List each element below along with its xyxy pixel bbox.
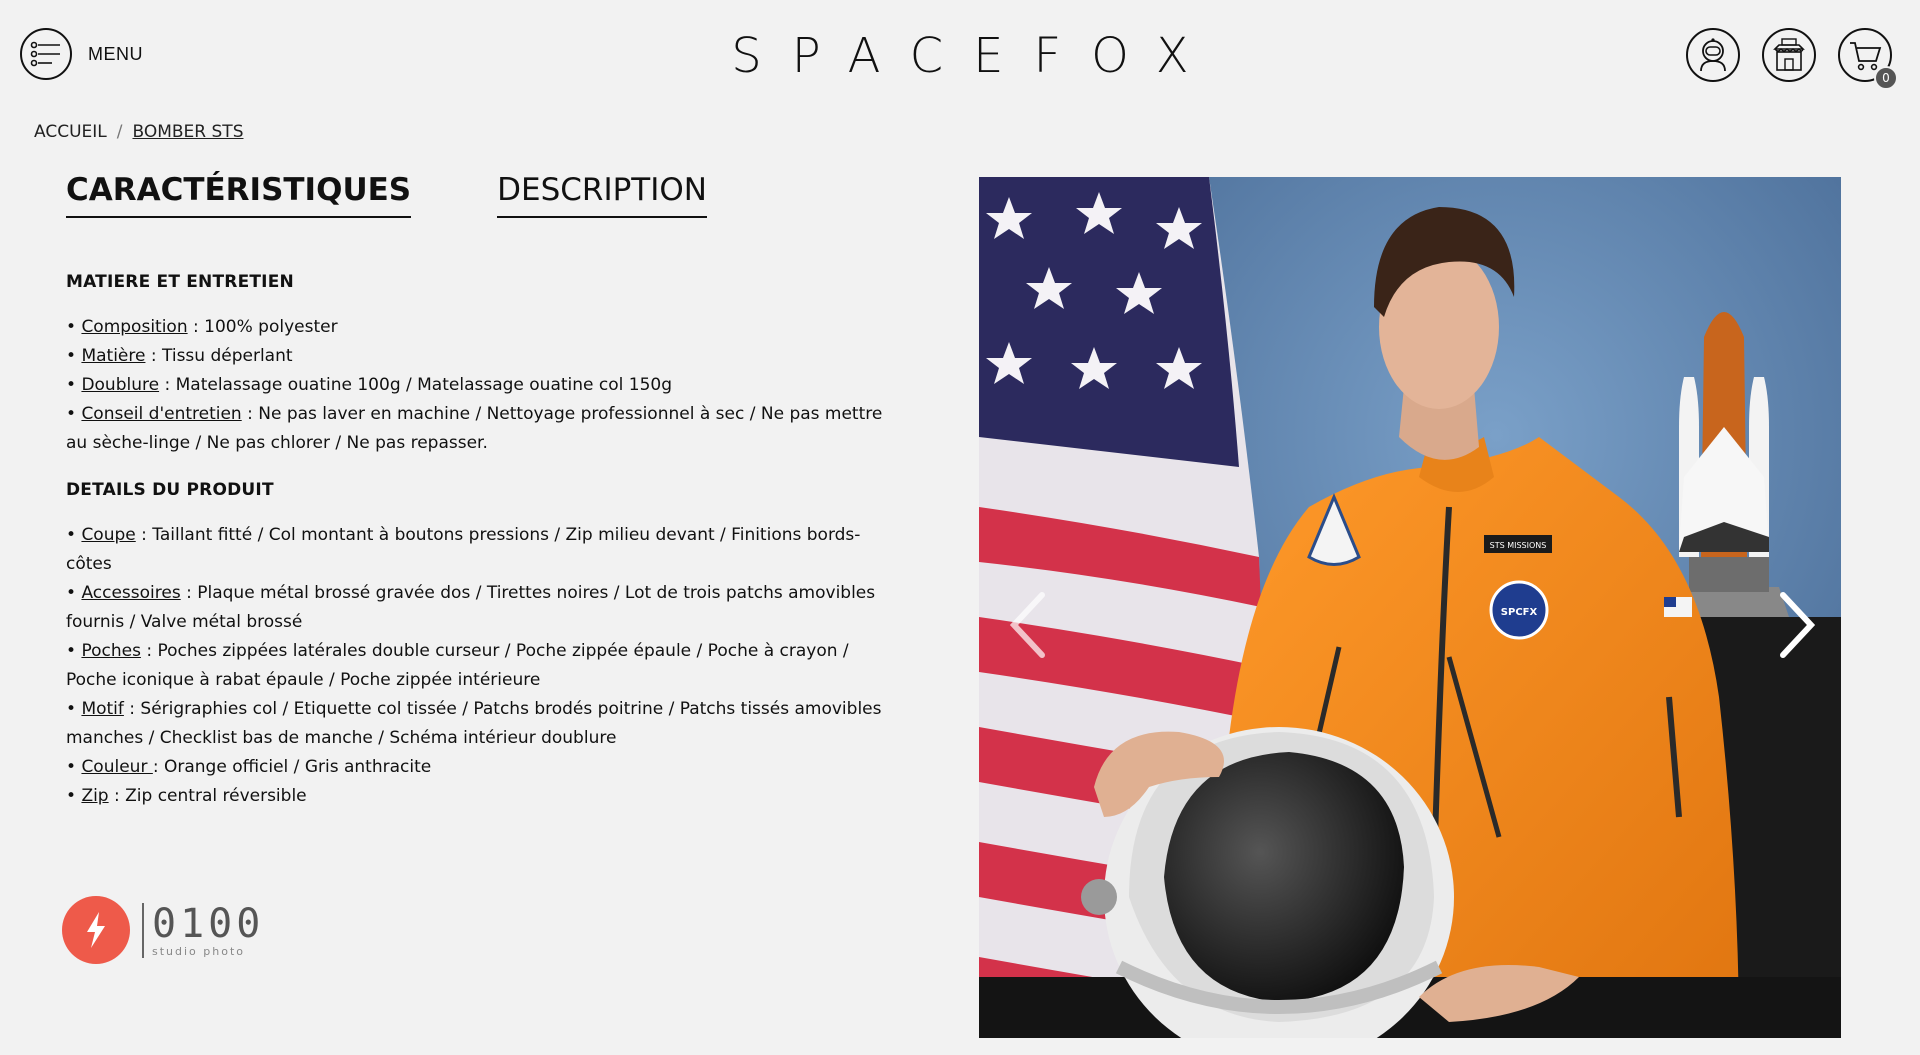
list-item: • Accessoires : Plaque métal brossé gravée dos / Tirettes noires / Lot de trois patchs amovibles fournis / Valve métal brossé — [66, 583, 876, 632]
shop-button[interactable] — [1762, 28, 1816, 82]
tab-description[interactable]: DESCRIPTION — [497, 172, 707, 218]
product-photo — [979, 177, 1841, 1038]
list-item: • Conseil d'entretien : Ne pas laver en machine / Nettoyage professionnel à sec / Ne pas mettre au sèche-linge / Ne pas chlorer / Ne pas repasser. — [66, 404, 883, 453]
studio-text — [142, 900, 265, 958]
breadcrumb-current[interactable]: BOMBER STS — [132, 122, 244, 142]
chevron-right-icon — [1765, 585, 1825, 665]
item-value: : Ne pas laver en machine / Nettoyage professionnel à sec / Ne pas mettre au sèche-linge / Ne pas chlorer / Ne pas repasser. — [66, 404, 883, 453]
item-value: : Sérigraphies col / Etiquette col tissée / Patchs brodés poitrine / Patchs tissés amovibles manches / Checklist bas de manche / Schéma intérieur doublure — [66, 699, 882, 748]
breadcrumb-home[interactable]: ACCUEIL — [34, 122, 107, 142]
carousel-prev-button[interactable] — [1000, 585, 1060, 665]
chevron-left-icon — [1000, 585, 1060, 665]
lightning-icon — [62, 896, 130, 964]
item-value: : Matelassage ouatine 100g / Matelassage ouatine col 150g — [159, 375, 673, 395]
photo-patch-label: STS MISSIONS — [1489, 541, 1547, 550]
tab-content — [66, 268, 886, 811]
item-value: : Poches zippées latérales double curseur / Poche zippée épaule / Poche à crayon / Poche iconique à rabat épaule / Poche zippée intérieure — [66, 641, 849, 690]
section-material-care — [66, 268, 886, 458]
list-item: • Zip : Zip central réversible — [66, 786, 307, 806]
item-key[interactable]: Poches — [81, 641, 141, 661]
shop-icon — [1771, 37, 1807, 73]
section-title: MATIERE ET ENTRETIEN — [66, 272, 294, 292]
cart-count-badge: 0 — [1874, 66, 1898, 90]
list-item: • Matière : Tissu déperlant — [66, 346, 293, 366]
photo-patch-logo: SPCFX — [1500, 607, 1538, 618]
studio-number: 0100 — [152, 900, 265, 947]
list-item: • Poches : Poches zippées latérales double curseur / Poche zippée épaule / Poche à crayon / Poche iconique à rabat épaule / Poche zippée intérieure — [66, 641, 849, 690]
breadcrumb — [34, 122, 243, 142]
item-value: : 100% polyester — [187, 317, 338, 337]
header — [0, 0, 1920, 110]
section-title: DETAILS DU PRODUIT — [66, 480, 274, 500]
item-value: : Orange officiel / Gris anthracite — [152, 757, 432, 777]
item-key[interactable]: Zip — [81, 786, 109, 806]
list-item: • Composition : 100% polyester — [66, 317, 338, 337]
item-key[interactable]: Doublure — [81, 375, 160, 395]
tab-characteristics[interactable]: CARACTÉRISTIQUES — [66, 172, 411, 218]
item-value: : Zip central réversible — [108, 786, 307, 806]
item-value: : Plaque métal brossé gravée dos / Tirettes noires / Lot de trois patchs amovibles fournis / Valve métal brossé — [66, 583, 876, 632]
item-key[interactable]: Accessoires — [81, 583, 181, 603]
site-logo[interactable]: SPACEFOX — [731, 28, 1219, 84]
cart-button[interactable] — [1838, 28, 1892, 85]
studio-logo — [62, 896, 264, 964]
item-key[interactable]: Couleur — [81, 757, 153, 777]
item-key[interactable]: Matière — [81, 346, 146, 366]
item-key[interactable]: Motif — [81, 699, 124, 719]
section-product-details — [66, 476, 886, 811]
item-key[interactable]: Conseil d'entretien — [81, 404, 242, 424]
product-tabs — [66, 172, 707, 218]
menu-label: MENU — [88, 43, 143, 64]
list-item: • Motif : Sérigraphies col / Etiquette col tissée / Patchs brodés poitrine / Patchs tissés amovibles manches / Checklist bas de manche / Schéma intérieur doublure — [66, 699, 882, 748]
item-key[interactable]: Composition — [81, 317, 188, 337]
carousel-next-button[interactable] — [1765, 585, 1825, 665]
list-item: • Doublure : Matelassage ouatine 100g / Matelassage ouatine col 150g — [66, 375, 673, 395]
list-item: • Coupe : Taillant fitté / Col montant à boutons pressions / Zip milieu devant / Finitions bords-côtes — [66, 525, 861, 574]
account-button[interactable] — [1686, 28, 1740, 82]
header-icons — [1686, 28, 1892, 85]
astronaut-icon — [1695, 37, 1731, 73]
item-value: : Taillant fitté / Col montant à boutons pressions / Zip milieu devant / Finitions bords-côtes — [66, 525, 861, 574]
studio-subtitle: studio photo — [152, 944, 246, 958]
item-key[interactable]: Coupe — [81, 525, 136, 545]
list-item: • Couleur : Orange officiel / Gris anthracite — [66, 757, 432, 777]
item-value: : Tissu déperlant — [145, 346, 293, 366]
breadcrumb-separator: / — [116, 122, 123, 142]
